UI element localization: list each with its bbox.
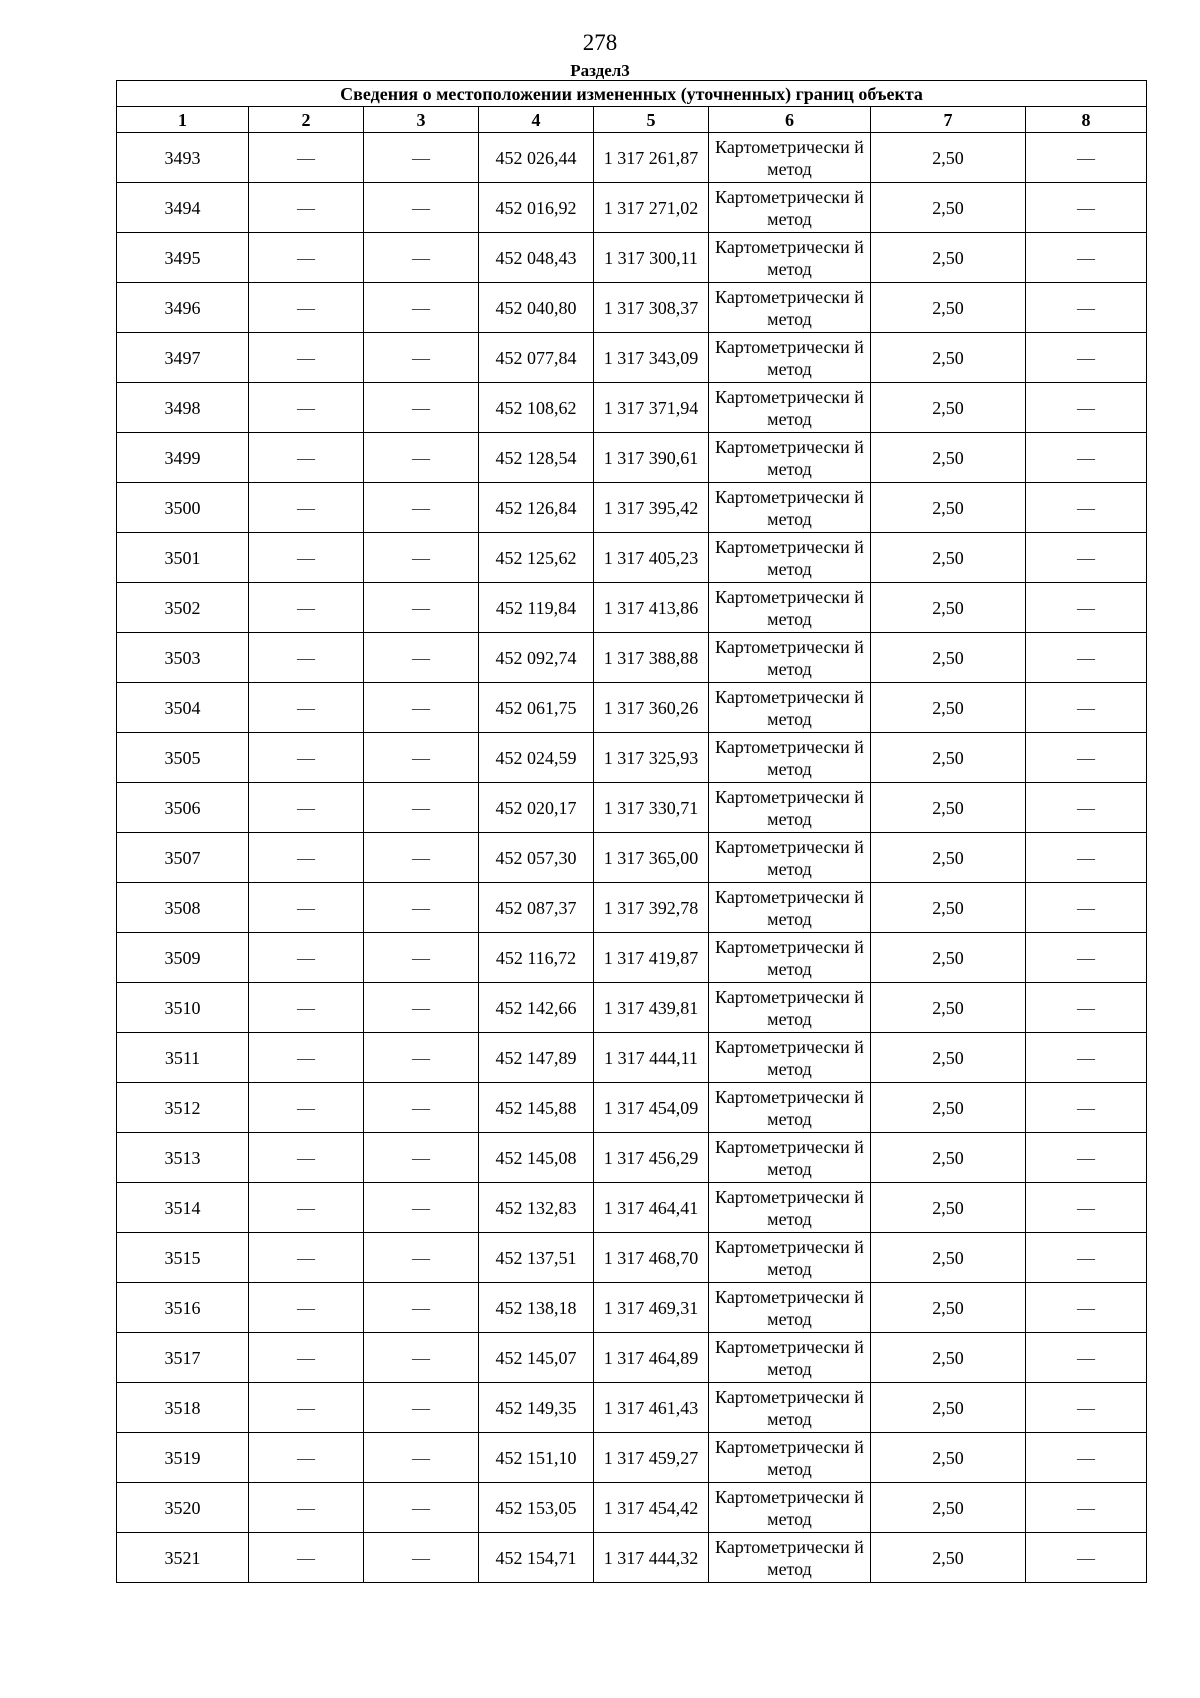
cell-dash: — [249,183,364,233]
method-cell: Картометрически й метод [709,883,871,933]
cell-dash: — [249,1383,364,1433]
table-row [117,1383,1147,1433]
table-row [117,1483,1147,1533]
cell-dash: — [364,983,479,1033]
coordinate-y: 1 317 444,32 [594,1533,709,1583]
coordinate-y: 1 317 456,29 [594,1133,709,1183]
cell-dash: — [1026,1133,1147,1183]
accuracy-cell: 2,50 [871,733,1026,783]
cell-dash: — [1026,1083,1147,1133]
coordinate-y: 1 317 405,23 [594,533,709,583]
cell-dash: — [249,1333,364,1383]
method-cell: Картометрически й метод [709,783,871,833]
cell-dash: — [249,383,364,433]
coordinate-x: 452 142,66 [479,983,594,1033]
column-number: 8 [1026,107,1147,133]
accuracy-cell: 2,50 [871,683,1026,733]
cell-dash: — [364,633,479,683]
method-cell: Картометрически й метод [709,1533,871,1583]
cell-dash: — [1026,1533,1147,1583]
method-cell: Картометрически й метод [709,133,871,183]
table-row [117,783,1147,833]
table-row [117,1033,1147,1083]
accuracy-cell: 2,50 [871,933,1026,983]
coordinate-x: 452 145,08 [479,1133,594,1183]
cell-dash: — [1026,1383,1147,1433]
coordinates-table [116,80,1147,1583]
cell-dash: — [1026,333,1147,383]
cell-dash: — [1026,1233,1147,1283]
cell-dash: — [364,1433,479,1483]
cell-dash: — [249,833,364,883]
coordinate-y: 1 317 365,00 [594,833,709,883]
method-cell: Картометрически й метод [709,1383,871,1433]
table-row [117,183,1147,233]
accuracy-cell: 2,50 [871,533,1026,583]
accuracy-cell: 2,50 [871,133,1026,183]
point-number: 3495 [117,233,249,283]
cell-dash: — [1026,1483,1147,1533]
cell-dash: — [249,1133,364,1183]
column-number: 5 [594,107,709,133]
cell-dash: — [364,333,479,383]
coordinate-x: 452 119,84 [479,583,594,633]
table-row [117,583,1147,633]
cell-dash: — [1026,733,1147,783]
coordinate-y: 1 317 308,37 [594,283,709,333]
column-number: 1 [117,107,249,133]
table-row [117,733,1147,783]
coordinate-x: 452 126,84 [479,483,594,533]
cell-dash: — [249,1183,364,1233]
cell-dash: — [364,1483,479,1533]
method-cell: Картометрически й метод [709,233,871,283]
cell-dash: — [249,1233,364,1283]
cell-dash: — [364,1333,479,1383]
coordinate-x: 452 145,07 [479,1333,594,1383]
coordinate-x: 452 040,80 [479,283,594,333]
point-number: 3508 [117,883,249,933]
method-cell: Картометрически й метод [709,1233,871,1283]
accuracy-cell: 2,50 [871,183,1026,233]
accuracy-cell: 2,50 [871,233,1026,283]
cell-dash: — [364,683,479,733]
table-row [117,1333,1147,1383]
cell-dash: — [249,233,364,283]
table-row [117,1183,1147,1233]
table-row [117,1533,1147,1583]
table-row [117,333,1147,383]
coordinate-y: 1 317 395,42 [594,483,709,533]
cell-dash: — [1026,783,1147,833]
cell-dash: — [1026,583,1147,633]
accuracy-cell: 2,50 [871,1433,1026,1483]
coordinate-x: 452 153,05 [479,1483,594,1533]
table-row [117,1233,1147,1283]
method-cell: Картометрически й метод [709,533,871,583]
coordinate-x: 452 061,75 [479,683,594,733]
point-number: 3518 [117,1383,249,1433]
method-cell: Картометрически й метод [709,1183,871,1233]
coordinate-y: 1 317 413,86 [594,583,709,633]
method-cell: Картометрически й метод [709,1433,871,1483]
method-cell: Картометрически й метод [709,283,871,333]
coordinate-y: 1 317 468,70 [594,1233,709,1283]
cell-dash: — [364,1133,479,1183]
cell-dash: — [364,183,479,233]
cell-dash: — [364,483,479,533]
coordinate-y: 1 317 454,09 [594,1083,709,1133]
coordinate-y: 1 317 371,94 [594,383,709,433]
point-number: 3510 [117,983,249,1033]
accuracy-cell: 2,50 [871,1233,1026,1283]
coordinate-x: 452 147,89 [479,1033,594,1083]
coordinate-y: 1 317 325,93 [594,733,709,783]
coordinate-y: 1 317 459,27 [594,1433,709,1483]
point-number: 3494 [117,183,249,233]
point-number: 3504 [117,683,249,733]
method-cell: Картометрически й метод [709,1483,871,1533]
accuracy-cell: 2,50 [871,1133,1026,1183]
cell-dash: — [1026,183,1147,233]
coordinate-y: 1 317 439,81 [594,983,709,1033]
accuracy-cell: 2,50 [871,983,1026,1033]
cell-dash: — [249,133,364,183]
cell-dash: — [1026,383,1147,433]
cell-dash: — [364,283,479,333]
accuracy-cell: 2,50 [871,433,1026,483]
point-number: 3506 [117,783,249,833]
cell-dash: — [1026,833,1147,883]
accuracy-cell: 2,50 [871,1033,1026,1083]
column-number: 6 [709,107,871,133]
accuracy-cell: 2,50 [871,1333,1026,1383]
point-number: 3519 [117,1433,249,1483]
coordinate-x: 452 087,37 [479,883,594,933]
cell-dash: — [1026,933,1147,983]
table-row [117,233,1147,283]
cell-dash: — [249,783,364,833]
coordinate-x: 452 125,62 [479,533,594,583]
column-number: 4 [479,107,594,133]
coordinate-y: 1 317 330,71 [594,783,709,833]
cell-dash: — [1026,683,1147,733]
cell-dash: — [1026,533,1147,583]
coordinate-x: 452 116,72 [479,933,594,983]
section-title: Раздел3 [570,61,630,80]
coordinate-y: 1 317 388,88 [594,633,709,683]
cell-dash: — [1026,133,1147,183]
cell-dash: — [249,433,364,483]
coordinate-x: 452 132,83 [479,1183,594,1233]
cell-dash: — [364,1233,479,1283]
cell-dash: — [364,233,479,283]
cell-dash: — [364,533,479,583]
table-row [117,933,1147,983]
point-number: 3503 [117,633,249,683]
coordinate-x: 452 138,18 [479,1283,594,1333]
cell-dash: — [364,883,479,933]
table-row [117,483,1147,533]
cell-dash: — [1026,1033,1147,1083]
coordinate-y: 1 317 419,87 [594,933,709,983]
accuracy-cell: 2,50 [871,333,1026,383]
table-row [117,883,1147,933]
accuracy-cell: 2,50 [871,783,1026,833]
accuracy-cell: 2,50 [871,883,1026,933]
method-cell: Картометрически й метод [709,583,871,633]
coordinate-y: 1 317 464,41 [594,1183,709,1233]
coordinate-y: 1 317 392,78 [594,883,709,933]
cell-dash: — [1026,233,1147,283]
method-cell: Картометрически й метод [709,683,871,733]
cell-dash: — [1026,483,1147,533]
cell-dash: — [364,733,479,783]
table-row [117,383,1147,433]
cell-dash: — [364,833,479,883]
method-cell: Картометрически й метод [709,833,871,883]
coordinate-x: 452 026,44 [479,133,594,183]
table-row [117,833,1147,883]
cell-dash: — [1026,883,1147,933]
coordinate-y: 1 317 469,31 [594,1283,709,1333]
point-number: 3493 [117,133,249,183]
table-caption: Сведения о местоположении измененных (уточненных) границ объекта [117,81,1147,107]
table-row [117,1133,1147,1183]
table-body [117,133,1147,1583]
point-number: 3498 [117,383,249,433]
coordinate-x: 452 128,54 [479,433,594,483]
coordinate-x: 452 057,30 [479,833,594,883]
point-number: 3515 [117,1233,249,1283]
cell-dash: — [364,433,479,483]
accuracy-cell: 2,50 [871,383,1026,433]
cell-dash: — [249,333,364,383]
cell-dash: — [249,733,364,783]
coordinate-x: 452 149,35 [479,1383,594,1433]
accuracy-cell: 2,50 [871,1383,1026,1433]
table-row [117,133,1147,183]
cell-dash: — [1026,1183,1147,1233]
coordinate-x: 452 145,88 [479,1083,594,1133]
point-number: 3509 [117,933,249,983]
cell-dash: — [1026,283,1147,333]
column-number: 3 [364,107,479,133]
cell-dash: — [1026,1283,1147,1333]
coordinate-y: 1 317 300,11 [594,233,709,283]
coordinate-y: 1 317 454,42 [594,1483,709,1533]
coordinate-x: 452 024,59 [479,733,594,783]
cell-dash: — [364,783,479,833]
cell-dash: — [249,1483,364,1533]
method-cell: Картометрически й метод [709,633,871,683]
table-row [117,1283,1147,1333]
accuracy-cell: 2,50 [871,1533,1026,1583]
cell-dash: — [364,1183,479,1233]
cell-dash: — [1026,1433,1147,1483]
cell-dash: — [1026,1333,1147,1383]
method-cell: Картометрически й метод [709,183,871,233]
coordinate-x: 452 077,84 [479,333,594,383]
accuracy-cell: 2,50 [871,283,1026,333]
method-cell: Картометрически й метод [709,1283,871,1333]
table-row [117,983,1147,1033]
table-row [117,683,1147,733]
cell-dash: — [1026,633,1147,683]
method-cell: Картометрически й метод [709,333,871,383]
accuracy-cell: 2,50 [871,1083,1026,1133]
method-cell: Картометрически й метод [709,1333,871,1383]
cell-dash: — [249,1033,364,1083]
point-number: 3507 [117,833,249,883]
cell-dash: — [249,1083,364,1133]
point-number: 3497 [117,333,249,383]
coordinate-x: 452 108,62 [479,383,594,433]
point-number: 3511 [117,1033,249,1083]
coordinate-y: 1 317 261,87 [594,133,709,183]
method-cell: Картометрически й метод [709,483,871,533]
cell-dash: — [249,483,364,533]
table-row [117,533,1147,583]
cell-dash: — [364,933,479,983]
point-number: 3500 [117,483,249,533]
coordinate-x: 452 151,10 [479,1433,594,1483]
coordinate-y: 1 317 390,61 [594,433,709,483]
accuracy-cell: 2,50 [871,1183,1026,1233]
cell-dash: — [1026,983,1147,1033]
cell-dash: — [249,533,364,583]
table-row [117,633,1147,683]
coordinate-x: 452 020,17 [479,783,594,833]
coordinate-x: 452 048,43 [479,233,594,283]
coordinate-y: 1 317 444,11 [594,1033,709,1083]
table-row [117,1083,1147,1133]
point-number: 3520 [117,1483,249,1533]
cell-dash: — [249,583,364,633]
cell-dash: — [249,683,364,733]
cell-dash: — [364,1083,479,1133]
column-numbers-row [117,107,1147,133]
coordinate-y: 1 317 464,89 [594,1333,709,1383]
accuracy-cell: 2,50 [871,633,1026,683]
cell-dash: — [364,383,479,433]
cell-dash: — [1026,433,1147,483]
point-number: 3517 [117,1333,249,1383]
cell-dash: — [249,883,364,933]
coordinate-x: 452 137,51 [479,1233,594,1283]
column-number: 7 [871,107,1026,133]
point-number: 3499 [117,433,249,483]
point-number: 3513 [117,1133,249,1183]
table-row [117,283,1147,333]
table-row [117,433,1147,483]
cell-dash: — [364,1283,479,1333]
coordinate-x: 452 092,74 [479,633,594,683]
coordinate-y: 1 317 343,09 [594,333,709,383]
cell-dash: — [364,583,479,633]
point-number: 3505 [117,733,249,783]
coordinate-x: 452 154,71 [479,1533,594,1583]
coordinate-y: 1 317 271,02 [594,183,709,233]
cell-dash: — [364,1033,479,1083]
page-number: 278 [582,30,618,55]
method-cell: Картометрически й метод [709,983,871,1033]
table-row [117,1433,1147,1483]
cell-dash: — [249,983,364,1033]
method-cell: Картометрически й метод [709,733,871,783]
method-cell: Картометрически й метод [709,433,871,483]
point-number: 3501 [117,533,249,583]
method-cell: Картометрически й метод [709,1083,871,1133]
point-number: 3512 [117,1083,249,1133]
method-cell: Картометрически й метод [709,1033,871,1083]
cell-dash: — [249,933,364,983]
cell-dash: — [249,633,364,683]
cell-dash: — [249,283,364,333]
cell-dash: — [364,1383,479,1433]
accuracy-cell: 2,50 [871,483,1026,533]
cell-dash: — [249,1433,364,1483]
cell-dash: — [249,1533,364,1583]
coordinate-x: 452 016,92 [479,183,594,233]
method-cell: Картометрически й метод [709,933,871,983]
point-number: 3496 [117,283,249,333]
coordinate-y: 1 317 360,26 [594,683,709,733]
method-cell: Картометрически й метод [709,383,871,433]
accuracy-cell: 2,50 [871,1283,1026,1333]
point-number: 3521 [117,1533,249,1583]
point-number: 3502 [117,583,249,633]
cell-dash: — [364,1533,479,1583]
method-cell: Картометрически й метод [709,1133,871,1183]
point-number: 3514 [117,1183,249,1233]
point-number: 3516 [117,1283,249,1333]
column-number: 2 [249,107,364,133]
accuracy-cell: 2,50 [871,583,1026,633]
accuracy-cell: 2,50 [871,833,1026,883]
accuracy-cell: 2,50 [871,1483,1026,1533]
coordinate-y: 1 317 461,43 [594,1383,709,1433]
cell-dash: — [364,133,479,183]
cell-dash: — [249,1283,364,1333]
